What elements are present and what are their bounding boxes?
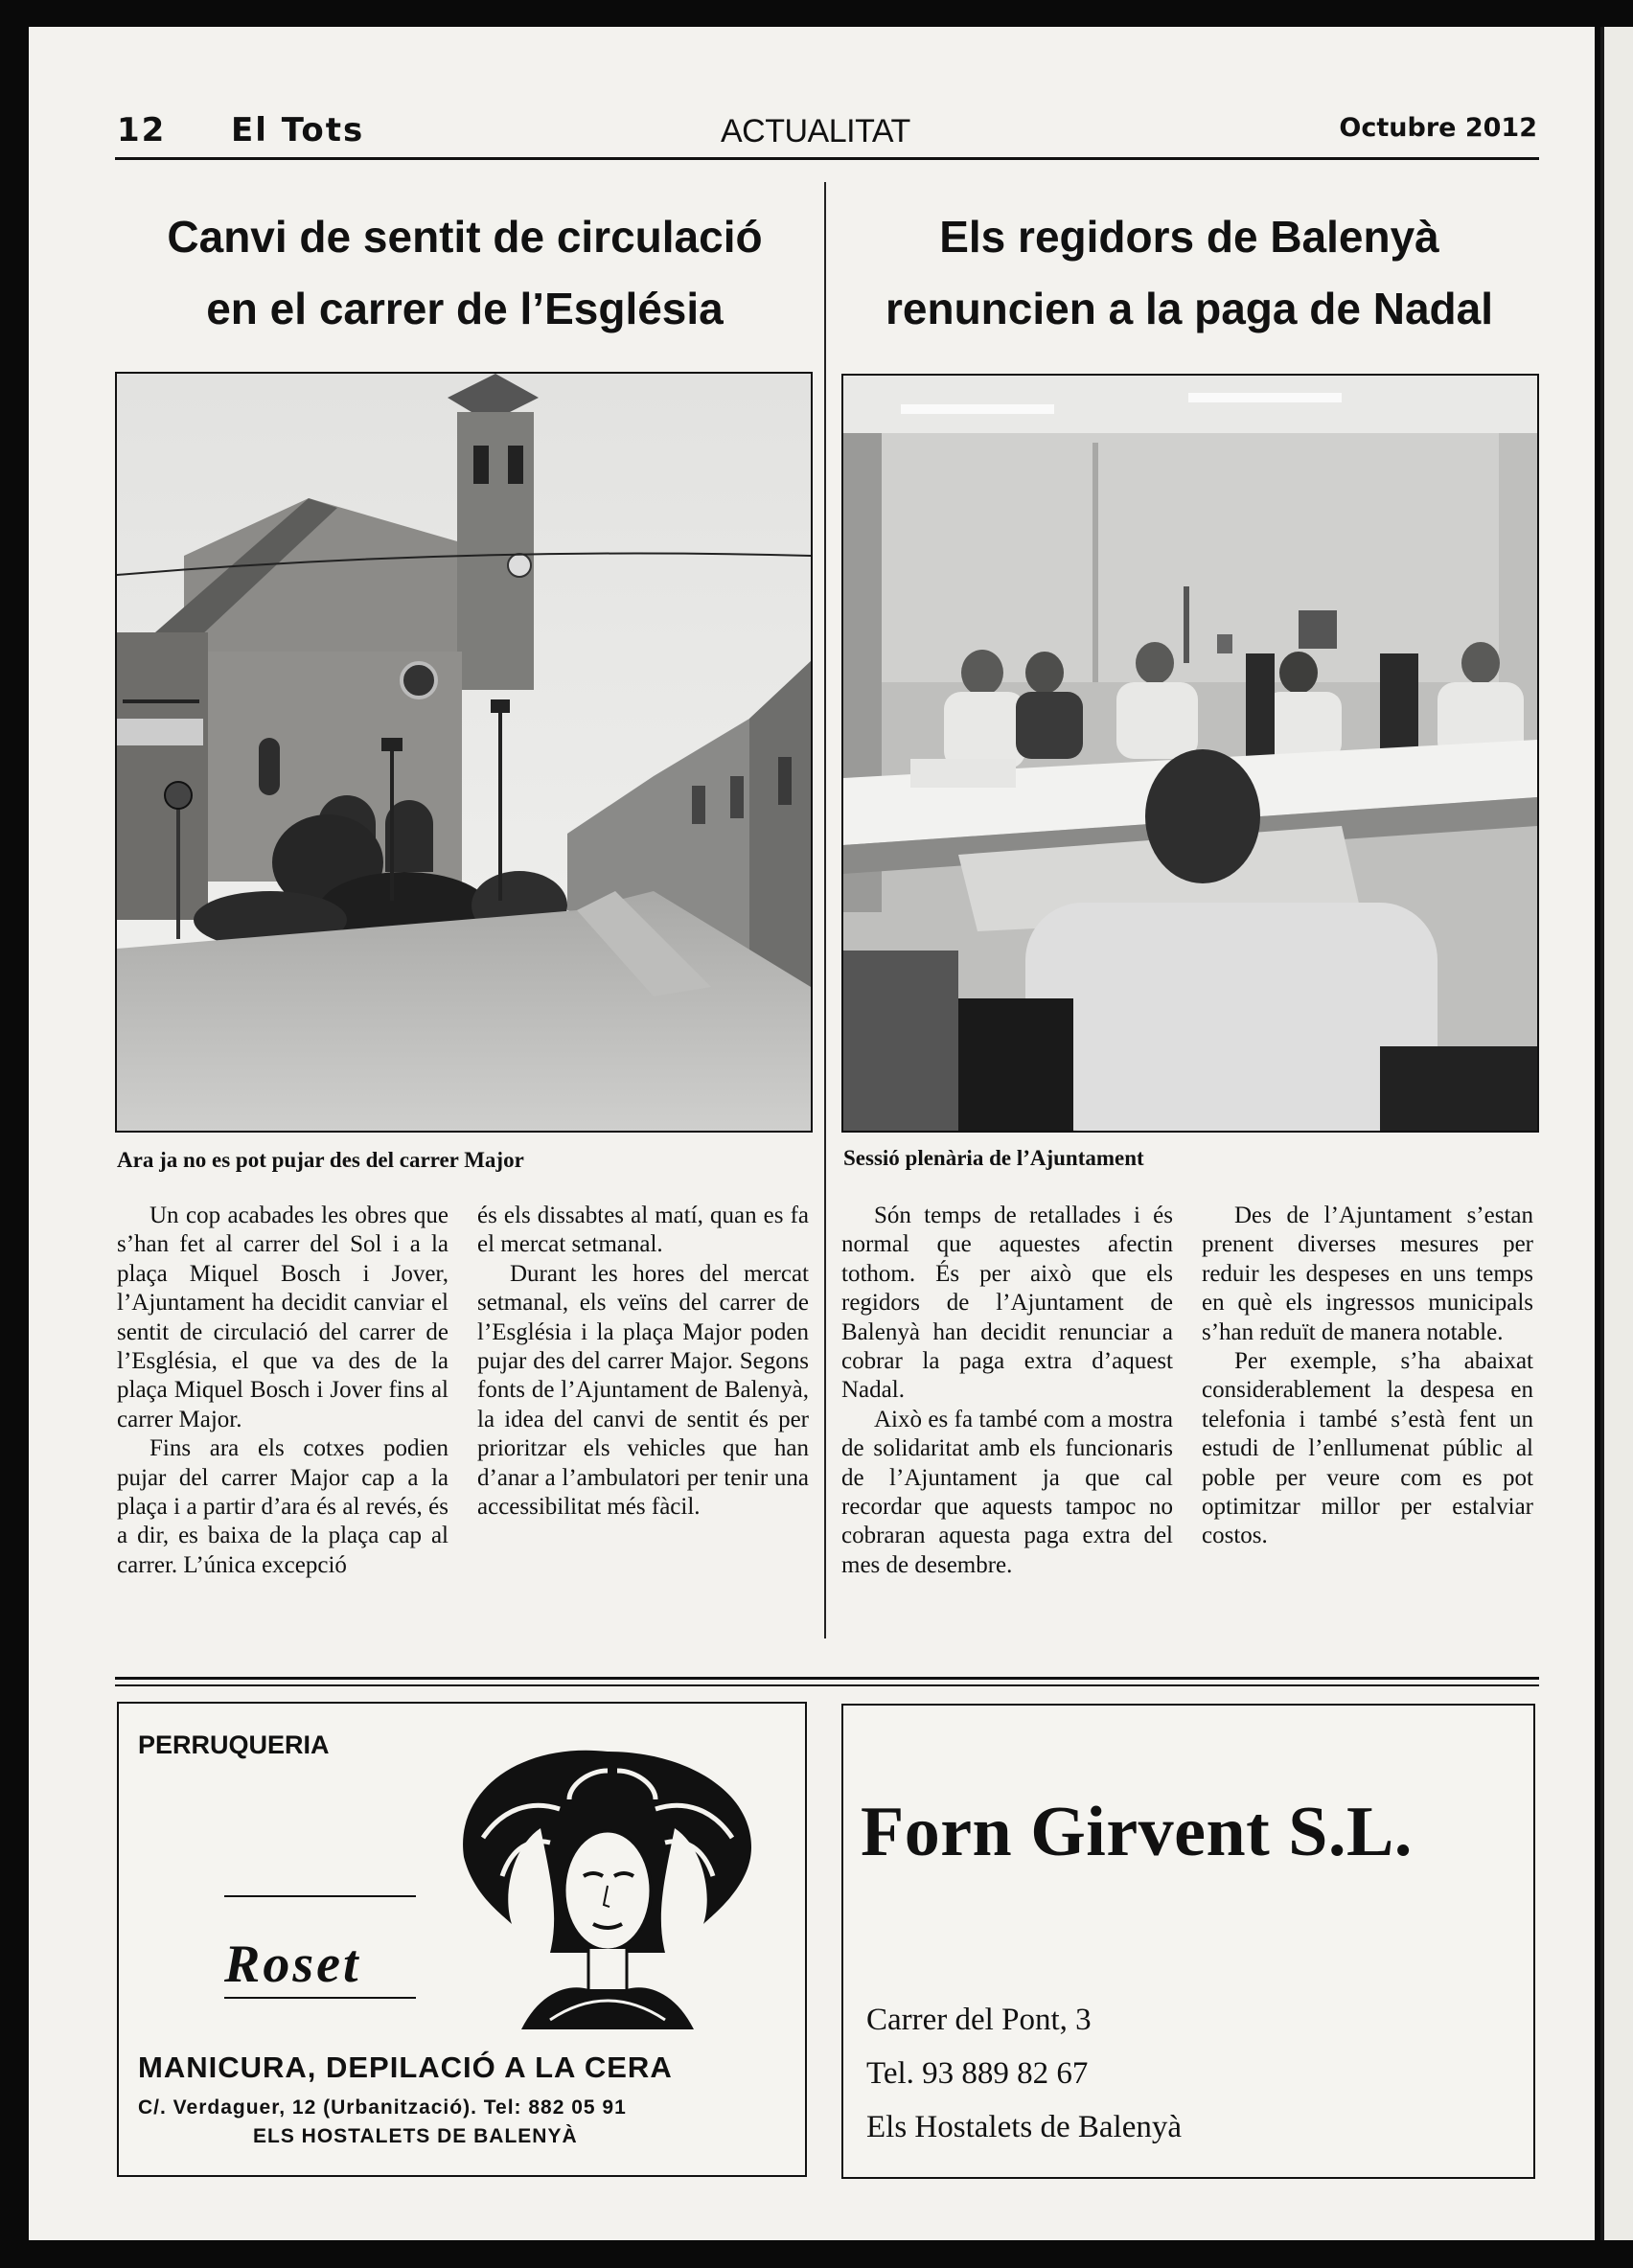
bakery-ad	[841, 1704, 1535, 2179]
headline-left-line2: en el carrer de l’Església	[206, 284, 724, 333]
publication-name: El Tots	[231, 111, 365, 149]
ad-town: ELS HOSTALETS DE BALENYÀ	[253, 2125, 578, 2147]
ads-divider-top	[115, 1677, 1539, 1680]
ads-divider-bottom	[115, 1684, 1539, 1686]
photo-caption-right: Sessió plenària de l’Ajuntament	[843, 1146, 1144, 1170]
headline-left	[115, 201, 815, 345]
issue-date: Octubre 2012	[1339, 113, 1537, 143]
ad-address: C/. Verdaguer, 12 (Urbanització). Tel: 882 05 91	[138, 2096, 627, 2119]
column-separator	[824, 182, 826, 1638]
ad-services: MANICURA, DEPILACIÓ A LA CERA	[138, 2050, 673, 2084]
header-rule	[115, 157, 1539, 160]
ad-title: PERRUQUERIA	[138, 1730, 330, 1759]
headline-right-line2: renuncien a la paga de Nadal	[886, 284, 1493, 333]
headline-right	[840, 201, 1539, 345]
section-name: ACTUALITAT	[721, 113, 910, 149]
page-header-left	[117, 111, 364, 149]
paragraph: és els dissabtes al matí, quan es fa el mercat setmanal.	[477, 1203, 809, 1258]
church-street-photo	[115, 372, 813, 1133]
paragraph: Això es fa també com a mostra de solidaritat amb els funcionaris de l’Ajuntament ja que cal recordar que aquests tampoc no cobraran aquesta paga extra del mes de desembre.	[841, 1406, 1173, 1578]
headline-right-line1: Els regidors de Balenyà	[939, 212, 1439, 262]
article-left-column2	[477, 1202, 809, 1522]
page-number: 12	[117, 111, 167, 149]
paragraph: Fins ara els cotxes podien pujar del carrer Major cap a la plaça i a partir d’ara és al revés, és a dir, es baixa de la plaça cap al carrer. L’única excepció	[117, 1435, 448, 1578]
paragraph: Des de l’Ajuntament s’estan prenent diverses mesures per reduir les despeses en uns temps en què els ingressos municipals s’han reduït de manera notable.	[1202, 1203, 1533, 1345]
article-right-column2	[1202, 1202, 1533, 1551]
ad-business-name: Forn Girvent S.L.	[861, 1793, 1413, 1871]
ad-phone: Tel. 93 889 82 67	[866, 2056, 1089, 2091]
ad-brand-logo: Roset	[224, 1935, 361, 1994]
headline-left-line1: Canvi de sentit de circulació	[167, 212, 763, 262]
woman-portrait-icon	[445, 1732, 770, 2029]
ad-rule	[224, 1895, 416, 1897]
next-page-edge	[1600, 27, 1633, 2240]
paragraph: Per exemple, s’ha abaixat considerablement la despesa en telefonia i també s’està fent un estudi de l’enllumenat públic al poble per veure com es pot optimitzar millor per estalviar costos.	[1202, 1348, 1533, 1549]
article-right-column1	[841, 1202, 1173, 1580]
paragraph: Són temps de retallades i és normal que aquestes afectin tothom. És per això que els regidors de l’Ajuntament de Balenyà han decidit renunciar a cobrar la paga extra d’aquest Nadal.	[841, 1203, 1173, 1404]
ad-town: Els Hostalets de Balenyà	[866, 2110, 1183, 2144]
paragraph: Durant les hores del mercat setmanal, els veïns del carrer de l’Església i la plaça Major poden pujar des del carrer Major. Segons fonts de l’Ajuntament de Balenyà, la idea del canvi de sentit és per prioritzar els vehicles que han d’anar a l’ambulatori per tenir una accessibilitat més fàcil.	[477, 1260, 809, 1521]
ad-street: Carrer del Pont, 3	[866, 2003, 1092, 2037]
ad-rule	[224, 1997, 416, 1999]
paragraph: Un cop acabades les obres que s’han fet al carrer del Sol i a la plaça Miquel Bosch i Jover, l’Ajuntament ha decidit canviar el sentit de circulació del carrer de l’Església, el que va des de la plaça Miquel Bosch i Jover fins al carrer Major.	[117, 1203, 448, 1432]
council-session-photo	[841, 374, 1539, 1133]
photo-caption-left: Ara ja no es pot pujar des del carrer Major	[117, 1148, 524, 1172]
article-left-column1	[117, 1202, 448, 1580]
hairdresser-ad	[117, 1702, 807, 2177]
